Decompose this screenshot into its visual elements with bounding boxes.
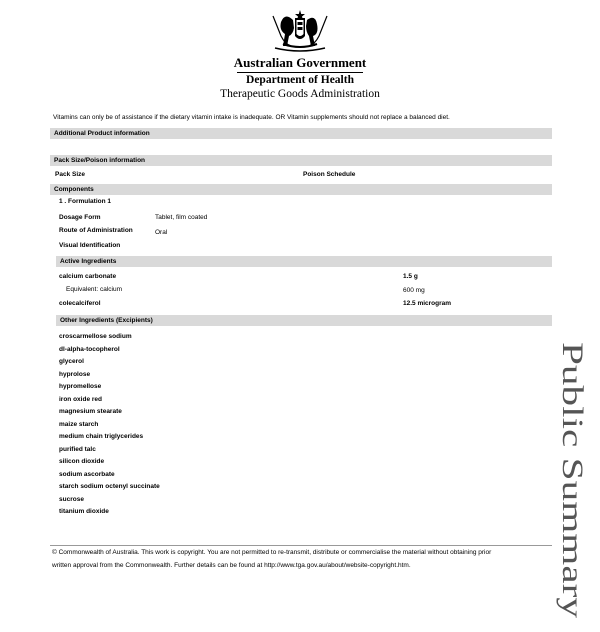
components-heading: Components [50,184,552,195]
department-title: Department of Health [246,74,354,86]
active-ingredients-heading: Active Ingredients [56,256,552,267]
footer-divider [50,545,552,546]
excipient-item: silicon dioxide [59,458,105,465]
excipient-item: hyprolose [59,370,91,378]
equivalent-amount: 600 mg [403,287,425,294]
excipient-item: medium chain triglycerides [59,433,144,440]
excipient-item: glycerol [59,358,84,365]
excipient-item: sucrose [59,495,84,503]
poison-schedule-label: Poison Schedule [303,171,356,178]
excipient-item: titanium dioxide [59,508,109,515]
government-title: Australian Government [233,55,367,70]
other-ingredients-heading: Other Ingredients (Excipients) [56,315,552,326]
dosage-form-label: Dosage Form [59,214,101,221]
pack-size-poison-heading: Pack Size/Poison information [50,155,552,166]
visual-identification-label: Visual Identification [59,242,121,249]
excipient-item: croscarmellose sodium [59,333,132,340]
active-ingredient-amount: 12.5 microgram [403,300,452,307]
disclaimer-text: Vitamins can only be of assistance if the dietary vitamin intake is inadequate. OR Vitamin supplements should not replace a balanced diet. [53,114,450,121]
excipient-item: magnesium stearate [59,408,122,415]
coat-of-arms-logo [263,6,337,54]
excipient-item: starch sodium octenyl succinate [59,483,160,490]
header-divider [237,72,363,73]
dosage-form-value: Tablet, film coated [155,214,208,221]
public-summary-side-label [553,340,593,620]
excipient-item: dl-alpha-tocopherol [59,345,120,353]
route-label: Route of Administration [59,227,133,234]
additional-info-heading: Additional Product information [50,128,552,139]
excipient-item: sodium ascorbate [59,470,115,478]
equivalent-name: Equivalent: calcium [66,286,122,293]
active-ingredient-name: colecalciferol [59,300,101,307]
route-value: Oral [155,229,168,236]
formulation-title: 1 . Formulation 1 [59,198,112,205]
excipient-item: hypromellose [59,383,102,390]
excipient-item: maize starch [59,420,99,428]
public-summary-text: Public Summary [556,342,589,543]
excipient-item: iron oxide red [59,395,102,403]
active-ingredient-name: calcium carbonate [59,273,117,280]
pack-size-label: Pack Size [55,171,85,178]
copyright-line-1: © Commonwealth of Australia. This work is copyright. You are not permitted to re-transmit, distribute or commercialise the material without obtaining prior [52,549,492,556]
excipient-item: purified talc [59,445,96,453]
agency-title: Therapeutic Goods Administration [220,88,380,100]
copyright-line-2: written approval from the Commonwealth. Further details can be found at http://www.tga.gov.au/about/website-copyright.htm. [52,562,411,569]
active-ingredient-amount: 1.5 g [403,273,418,280]
